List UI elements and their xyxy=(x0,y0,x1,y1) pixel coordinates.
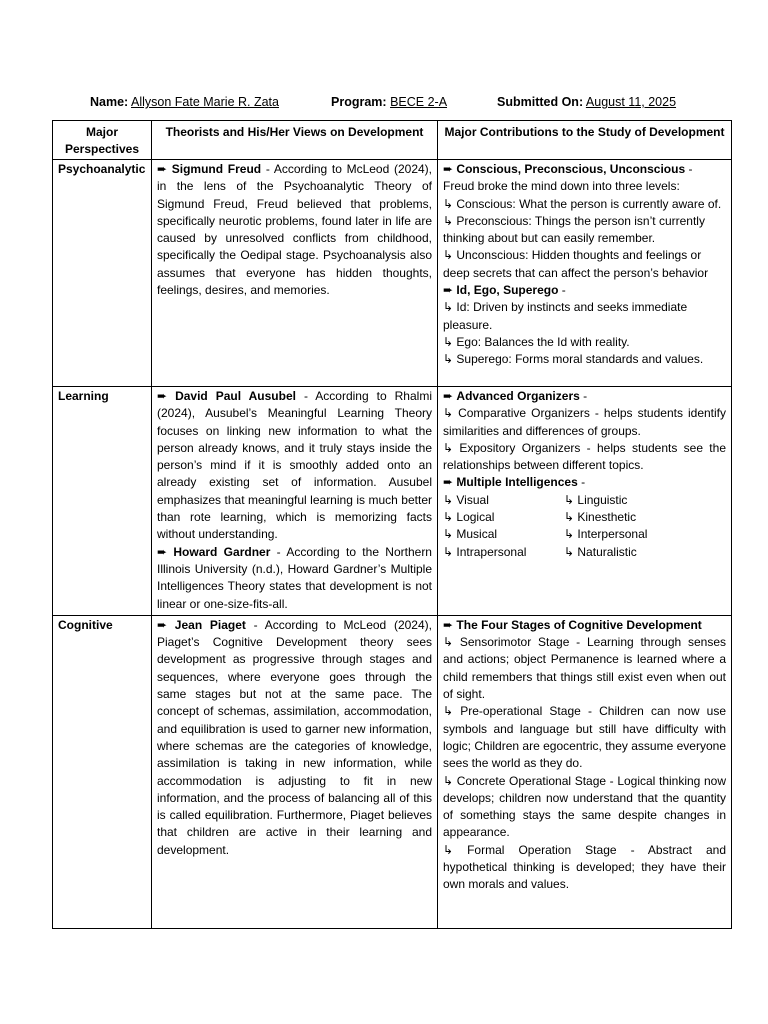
list-item: ↳ Conscious: What the person is currently aware of. xyxy=(443,196,722,211)
perspective-cell: Cognitive xyxy=(53,615,152,928)
theorist-view: - According to the Northern Illinois University (n.d.), Howard Gardner’s Multiple Intelligences Theory states that development is not linear or one-size-fits-all. xyxy=(157,544,432,611)
contribution-cell xyxy=(438,160,732,387)
list-item: ↳ Unconscious: Hidden thoughts and feelings or deep secrets that can affect the person’s behavior xyxy=(443,248,709,280)
contribution-block xyxy=(443,388,726,405)
name-field xyxy=(90,94,279,110)
document-header xyxy=(52,94,732,112)
theorist-cell xyxy=(152,615,438,928)
contribution-title: Conscious, Preconscious, Unconscious xyxy=(456,162,686,176)
arrow-right-icon: ➨ xyxy=(157,389,168,403)
list-item: ↳ Comparative Organizers - helps students identify similarities and differences of groups. xyxy=(443,406,726,438)
arrow-right-icon: ➨ xyxy=(443,283,454,298)
contribution-block xyxy=(443,474,726,491)
program-field xyxy=(331,94,447,110)
list-item: ↳ Expository Organizers - helps students see the relationships between different topics. xyxy=(443,440,726,473)
submitted-field xyxy=(497,94,676,110)
perspective-cell: Learning xyxy=(53,387,152,616)
arrow-right-icon: ➨ xyxy=(443,617,454,632)
contribution-title: The Four Stages of Cognitive Development xyxy=(456,617,702,632)
theorist-cell xyxy=(152,160,438,387)
list-item: ↳ Preconscious: Things the person isn’t currently thinking about but can easily remember. xyxy=(443,213,705,246)
perspectives-table xyxy=(52,120,732,929)
list-item: ↳ Formal Operation Stage - Abstract and hypothetical thinking is developed; they have their own morals and values. xyxy=(443,842,726,892)
contribution-text: - xyxy=(558,283,566,298)
header-contributions: Major Contributions to the Study of Development xyxy=(438,121,732,160)
list-item: ↳ Logical xyxy=(443,510,495,525)
list-item: ↳ Musical xyxy=(443,527,498,542)
list-item: ↳ Sensorimotor Stage - Learning through senses and actions; object Permanence is learned where a child remembers that things still exist even when out of sight. xyxy=(443,635,726,702)
list-item: ↳ Linguistic xyxy=(564,492,628,507)
list-item: ↳ Pre-operational Stage - Children can now use symbols and language but still have difficulty with logic; Children are egocentric, they assume everyone sees the world as they do. xyxy=(443,704,726,771)
theorist-name: David Paul Ausubel xyxy=(175,389,296,403)
list-item: ↳ Ego: Balances the Id with reality. xyxy=(443,334,630,349)
intelligence-pair xyxy=(443,544,726,561)
submitted-label: Submitted On: xyxy=(497,95,584,109)
list-item: ↳ Intrapersonal xyxy=(443,544,527,559)
submitted-value: August 11, 2025 xyxy=(585,95,677,109)
theorist-name: Sigmund Freud xyxy=(171,162,262,176)
theorist-name: Jean Piaget xyxy=(174,617,246,632)
arrow-right-icon: ➨ xyxy=(157,162,168,176)
program-value: BECE 2-A xyxy=(390,95,448,109)
arrow-right-icon: ➨ xyxy=(157,544,168,559)
contribution-block xyxy=(443,161,726,196)
theorist-view: - According to McLeod (2024), Piaget’s Cognitive Development theory sees development as progressive through stages and sequences, where everyone goes through the same stages but not at the same pace. The concept of schemas, assimilation, accommodation, and equilibration is used to garner new information, where schemas are the categories of knowledge, assimilation is taking in new information, while accommodation is adjusting to fit in new information, and the process of balancing all of this is called equilibration. Furthermore, Piaget believes that children are active in their learning and development. xyxy=(157,617,432,857)
list-item: ↳ Concrete Operational Stage - Logical thinking now develops; children now understand that the quantity of something stays the same despite changes in appearance. xyxy=(443,773,726,840)
arrow-right-icon: ➨ xyxy=(157,617,168,632)
contribution-title: Id, Ego, Superego xyxy=(456,283,559,298)
table-row xyxy=(53,160,732,387)
theorist-cell xyxy=(152,387,438,616)
theorist-view: - According to McLeod (2024), in the lens of the Psychoanalytic Theory of Sigmund Freud, Freud believed that problems, specifically neurotic problems, found later in life are caused by unresolved conflicts from childhood, specifically the Oedipal stage. Psychoanalysis also assumes that everyone has hidden thoughts, feelings, desires, and memories. xyxy=(157,162,432,298)
name-value: Allyson Fate Marie R. Zata xyxy=(131,95,279,109)
arrow-right-icon: ➨ xyxy=(443,162,454,176)
table-header-row xyxy=(53,121,732,160)
contribution-text: - xyxy=(577,475,586,490)
theorist-block xyxy=(157,544,432,613)
list-item: ↳ Interpersonal xyxy=(564,527,648,542)
table-row xyxy=(53,387,732,616)
contribution-text: - xyxy=(579,389,588,403)
theorist-block xyxy=(157,388,432,544)
arrow-right-icon: ➨ xyxy=(443,475,454,490)
contribution-block xyxy=(443,617,726,634)
contribution-cell xyxy=(438,387,732,616)
table-row xyxy=(53,615,732,928)
intelligence-pair xyxy=(443,509,726,526)
contribution-block xyxy=(443,282,726,299)
contribution-title: Multiple Intelligences xyxy=(456,475,578,490)
header-perspectives: Major Perspectives xyxy=(53,121,152,160)
perspective-cell: Psychoanalytic xyxy=(53,160,152,387)
intelligence-pair xyxy=(443,492,726,509)
intelligence-pair xyxy=(443,526,726,543)
list-item: ↳ Id: Driven by instincts and seeks immediate pleasure. xyxy=(443,300,688,332)
list-item: ↳ Naturalistic xyxy=(564,544,637,559)
program-label: Program: xyxy=(331,95,387,109)
contribution-text: - Freud broke the mind down into three levels: xyxy=(443,162,693,194)
arrow-right-icon: ➨ xyxy=(443,389,454,403)
name-label: Name: xyxy=(90,95,129,109)
theorist-view: - According to Rhalmi (2024), Ausubel’s Meaningful Learning Theory focuses on linking new information to what the person already knows, and it truly stays inside the person’s mind if it is smoothly added onto an already existing set of information. Ausubel emphasizes that meaningful learning is much better than rote learning, which is memorizing facts without understanding. xyxy=(157,389,432,542)
list-item: ↳ Visual xyxy=(443,492,489,507)
list-item: ↳ Superego: Forms moral standards and values. xyxy=(443,352,704,367)
header-theorists: Theorists and His/Her Views on Development xyxy=(152,121,438,160)
list-item: ↳ Kinesthetic xyxy=(564,510,637,525)
contribution-cell xyxy=(438,615,732,928)
contribution-title: Advanced Organizers xyxy=(456,389,580,403)
theorist-name: Howard Gardner xyxy=(173,544,271,559)
